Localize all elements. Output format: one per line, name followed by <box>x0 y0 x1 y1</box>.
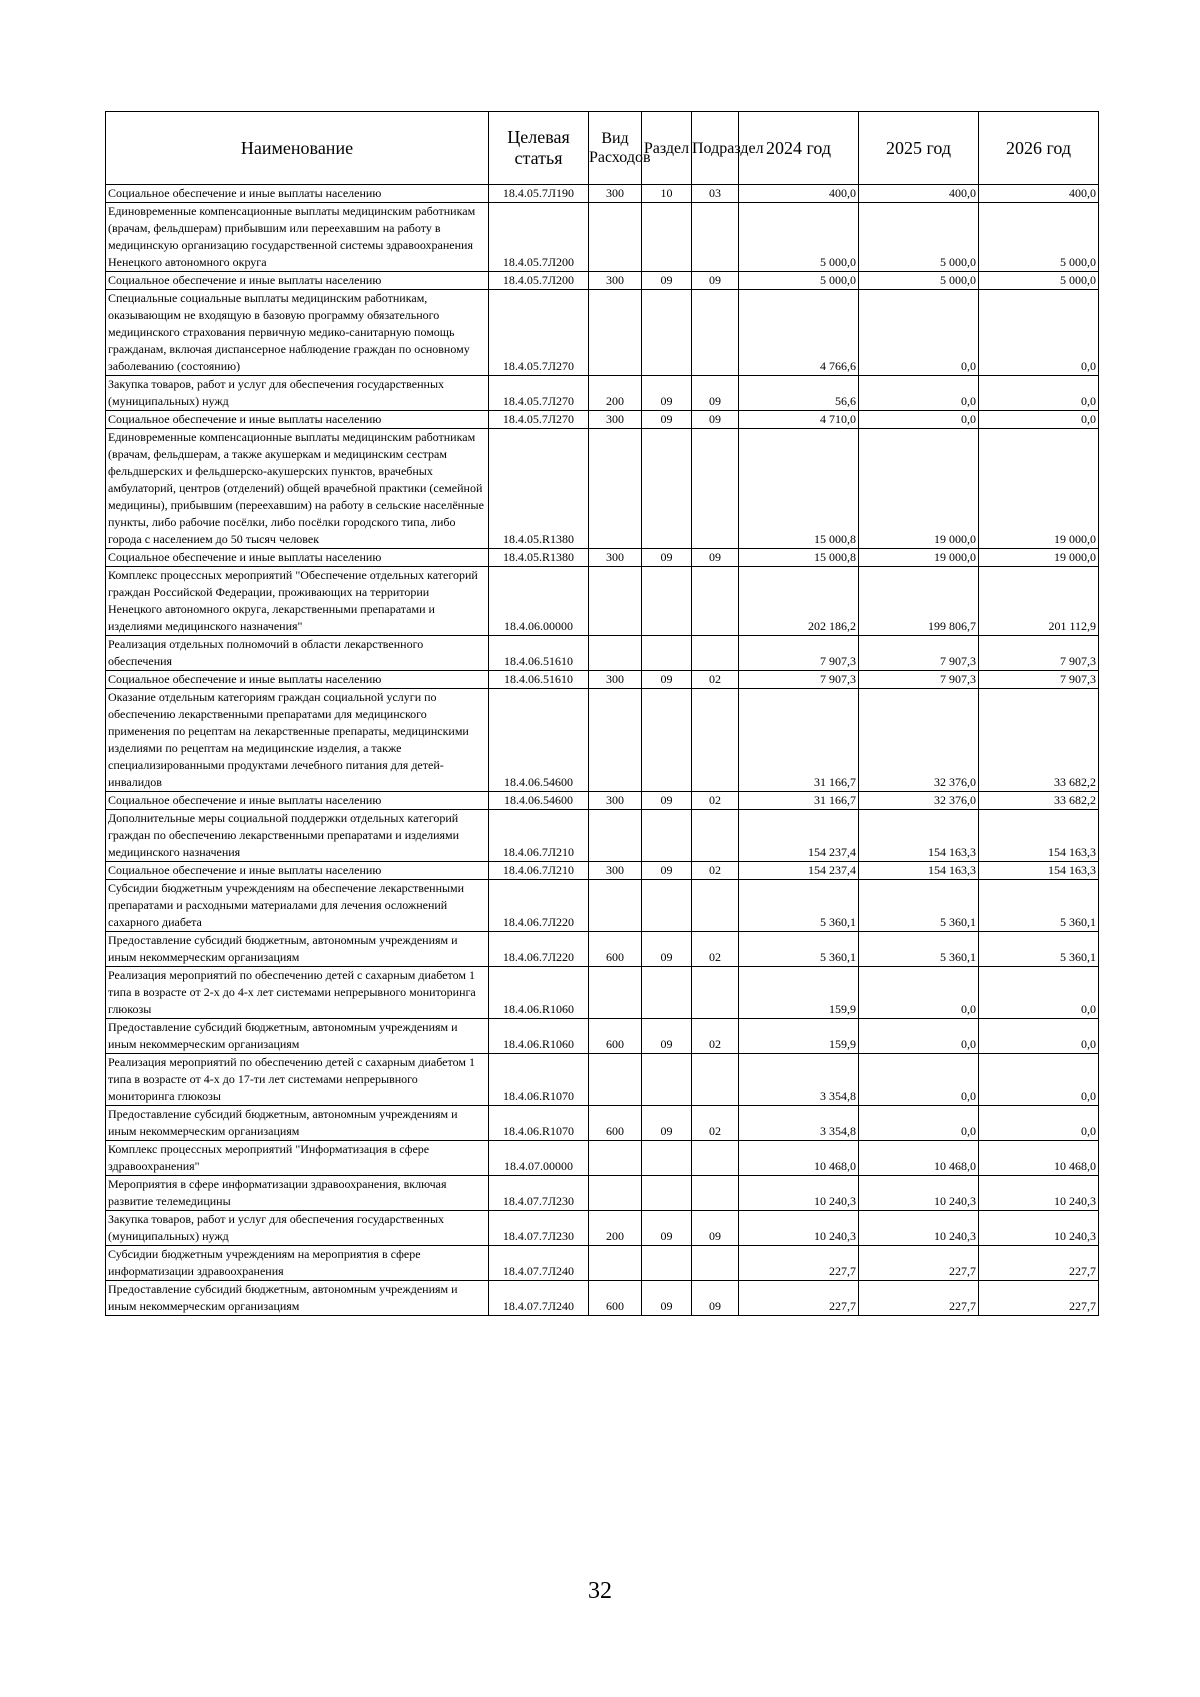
cell-name: Специальные социальные выплаты медицинским работникам, оказывающим не входящую в базовую программу обязательного медицинского страхования первичную медико-санитарную помощь гражданам, включая диспансерное наблюдение граждан по основному заболеванию (состоянию) <box>106 290 489 376</box>
cell-section <box>642 1176 692 1211</box>
cell-2024: 227,7 <box>739 1246 859 1281</box>
cell-expense-type: 300 <box>589 792 642 810</box>
cell-2025: 199 806,7 <box>859 567 979 636</box>
cell-2026: 5 000,0 <box>979 272 1099 290</box>
cell-2024: 4 710,0 <box>739 411 859 429</box>
cell-2025: 154 163,3 <box>859 810 979 862</box>
cell-2024: 4 766,6 <box>739 290 859 376</box>
cell-section <box>642 689 692 792</box>
cell-2025: 227,7 <box>859 1281 979 1316</box>
cell-subsection <box>692 290 739 376</box>
cell-subsection <box>692 1054 739 1106</box>
table-row <box>106 203 1099 272</box>
cell-expense-type: 300 <box>589 411 642 429</box>
cell-expense-type <box>589 290 642 376</box>
cell-subsection: 03 <box>692 185 739 203</box>
cell-2026: 5 360,1 <box>979 880 1099 932</box>
table-row <box>106 272 1099 290</box>
cell-name: Субсидии бюджетным учреждениям на мероприятия в сфере информатизации здравоохранения <box>106 1246 489 1281</box>
cell-subsection <box>692 810 739 862</box>
table-row <box>106 1176 1099 1211</box>
table-row <box>106 1246 1099 1281</box>
cell-section <box>642 880 692 932</box>
cell-article: 18.4.05.7Л190 <box>489 185 589 203</box>
cell-subsection <box>692 689 739 792</box>
table-row <box>106 1281 1099 1316</box>
cell-2024: 31 166,7 <box>739 792 859 810</box>
cell-subsection: 02 <box>692 862 739 880</box>
cell-section <box>642 429 692 549</box>
cell-expense-type: 300 <box>589 862 642 880</box>
cell-2025: 0,0 <box>859 967 979 1019</box>
cell-2025: 19 000,0 <box>859 429 979 549</box>
cell-2025: 0,0 <box>859 1106 979 1141</box>
cell-2025: 7 907,3 <box>859 671 979 689</box>
cell-subsection <box>692 967 739 1019</box>
cell-article: 18.4.06.51610 <box>489 636 589 671</box>
cell-2025: 10 240,3 <box>859 1211 979 1246</box>
header-expense-type: Вид Расходов <box>589 112 642 185</box>
cell-article: 18.4.06.R1070 <box>489 1106 589 1141</box>
cell-2026: 33 682,2 <box>979 792 1099 810</box>
table-row <box>106 967 1099 1019</box>
cell-name: Оказание отдельным категориям граждан социальной услуги по обеспечению лекарственными препаратами для медицинского применения по рецептам на лекарственные препараты, медицинскими изделиями по рецептам на медицинские изделия, а также специализированными продуктами лечебного питания для детей-инвалидов <box>106 689 489 792</box>
cell-expense-type: 300 <box>589 272 642 290</box>
cell-name: Единовременные компенсационные выплаты медицинским работникам (врачам, фельдшерам, а также акушеркам и медицинским сестрам фельдшерских и фельдшерско-акушерских пунктов, врачебных амбулаторий, центров (отделений) общей врачебной практики (семейной медицины), прибывшим (переехавшим) на работу в сельские населённые пункты, либо рабочие посёлки, либо посёлки городского типа, либо города с населением до 50 тысяч человек <box>106 429 489 549</box>
cell-2025: 10 240,3 <box>859 1176 979 1211</box>
table-row <box>106 1019 1099 1054</box>
cell-name: Комплекс процессных мероприятий "Обеспечение отдельных категорий граждан Российской Федерации, проживающих на территории Ненецкого автономного округа, лекарственными препаратами и изделиями медицинского назначения" <box>106 567 489 636</box>
cell-2025: 0,0 <box>859 1054 979 1106</box>
cell-article: 18.4.05.R1380 <box>489 549 589 567</box>
cell-article: 18.4.07.00000 <box>489 1141 589 1176</box>
cell-name: Социальное обеспечение и иные выплаты населению <box>106 671 489 689</box>
cell-article: 18.4.05.7Л270 <box>489 290 589 376</box>
cell-article: 18.4.06.R1060 <box>489 1019 589 1054</box>
cell-name: Предоставление субсидий бюджетным, автономным учреждениям и иным некоммерческим организациям <box>106 932 489 967</box>
cell-2026: 400,0 <box>979 185 1099 203</box>
cell-2024: 3 354,8 <box>739 1106 859 1141</box>
cell-2024: 7 907,3 <box>739 671 859 689</box>
cell-article: 18.4.05.7Л200 <box>489 203 589 272</box>
cell-2026: 10 240,3 <box>979 1176 1099 1211</box>
table-row <box>106 1106 1099 1141</box>
cell-2026: 0,0 <box>979 376 1099 411</box>
cell-name: Реализация мероприятий по обеспечению детей с сахарным диабетом 1 типа в возрасте от 4-х до 17-ти лет системами непрерывного мониторинга глюкозы <box>106 1054 489 1106</box>
cell-expense-type: 200 <box>589 376 642 411</box>
cell-2026: 10 240,3 <box>979 1211 1099 1246</box>
cell-subsection <box>692 567 739 636</box>
cell-name: Дополнительные меры социальной поддержки отдельных категорий граждан по обеспечению лекарственными препаратами и изделиями медицинского назначения <box>106 810 489 862</box>
cell-2026: 5 360,1 <box>979 932 1099 967</box>
table-row <box>106 1141 1099 1176</box>
cell-article: 18.4.06.51610 <box>489 671 589 689</box>
cell-2026: 5 000,0 <box>979 203 1099 272</box>
cell-section: 09 <box>642 376 692 411</box>
cell-expense-type: 600 <box>589 1281 642 1316</box>
cell-section <box>642 967 692 1019</box>
cell-subsection: 02 <box>692 792 739 810</box>
cell-2026: 227,7 <box>979 1246 1099 1281</box>
cell-expense-type <box>589 967 642 1019</box>
cell-section: 09 <box>642 671 692 689</box>
cell-article: 18.4.07.7Л230 <box>489 1176 589 1211</box>
cell-article: 18.4.05.R1380 <box>489 429 589 549</box>
cell-2024: 202 186,2 <box>739 567 859 636</box>
cell-expense-type: 200 <box>589 1211 642 1246</box>
cell-2025: 0,0 <box>859 411 979 429</box>
cell-section: 09 <box>642 792 692 810</box>
cell-section: 10 <box>642 185 692 203</box>
cell-section: 09 <box>642 549 692 567</box>
cell-2025: 19 000,0 <box>859 549 979 567</box>
cell-article: 18.4.06.7Л210 <box>489 810 589 862</box>
cell-name: Реализация мероприятий по обеспечению детей с сахарным диабетом 1 типа в возрасте от 2-х до 4-х лет системами непрерывного мониторинга глюкозы <box>106 967 489 1019</box>
cell-2025: 400,0 <box>859 185 979 203</box>
cell-subsection <box>692 880 739 932</box>
header-article: Целевая статья <box>489 112 589 185</box>
cell-article: 18.4.06.00000 <box>489 567 589 636</box>
cell-subsection: 09 <box>692 1211 739 1246</box>
cell-2026: 0,0 <box>979 1054 1099 1106</box>
table-row <box>106 567 1099 636</box>
cell-2024: 15 000,8 <box>739 429 859 549</box>
cell-section <box>642 636 692 671</box>
cell-section <box>642 567 692 636</box>
cell-subsection: 09 <box>692 411 739 429</box>
cell-2025: 154 163,3 <box>859 862 979 880</box>
table-row <box>106 429 1099 549</box>
cell-section <box>642 1246 692 1281</box>
cell-name: Субсидии бюджетным учреждениям на обеспечение лекарственными препаратами и расходными материалами для лечения осложнений сахарного диабета <box>106 880 489 932</box>
cell-2024: 400,0 <box>739 185 859 203</box>
cell-expense-type <box>589 1176 642 1211</box>
table-row <box>106 185 1099 203</box>
header-2024: 2024 год <box>739 112 859 185</box>
cell-section: 09 <box>642 1281 692 1316</box>
cell-name: Социальное обеспечение и иные выплаты населению <box>106 792 489 810</box>
cell-2024: 56,6 <box>739 376 859 411</box>
cell-2024: 7 907,3 <box>739 636 859 671</box>
table-row <box>106 636 1099 671</box>
cell-expense-type: 300 <box>589 185 642 203</box>
cell-2026: 0,0 <box>979 967 1099 1019</box>
cell-2025: 5 360,1 <box>859 932 979 967</box>
cell-2026: 0,0 <box>979 411 1099 429</box>
header-section: Раздел <box>642 112 692 185</box>
cell-subsection <box>692 429 739 549</box>
cell-expense-type <box>589 1054 642 1106</box>
cell-expense-type <box>589 810 642 862</box>
header-name: Наименование <box>106 112 489 185</box>
cell-2025: 5 000,0 <box>859 272 979 290</box>
page-number: 32 <box>588 1578 612 1604</box>
cell-section: 09 <box>642 1106 692 1141</box>
header-2025: 2025 год <box>859 112 979 185</box>
cell-2026: 201 112,9 <box>979 567 1099 636</box>
cell-article: 18.4.05.7Л270 <box>489 411 589 429</box>
cell-section <box>642 290 692 376</box>
cell-subsection: 02 <box>692 932 739 967</box>
cell-expense-type <box>589 880 642 932</box>
cell-article: 18.4.07.7Л240 <box>489 1246 589 1281</box>
cell-expense-type <box>589 1141 642 1176</box>
cell-2024: 3 354,8 <box>739 1054 859 1106</box>
cell-article: 18.4.05.7Л270 <box>489 376 589 411</box>
table-row <box>106 862 1099 880</box>
table-row <box>106 689 1099 792</box>
cell-2024: 159,9 <box>739 1019 859 1054</box>
cell-2024: 5 360,1 <box>739 880 859 932</box>
cell-section: 09 <box>642 272 692 290</box>
cell-2024: 10 240,3 <box>739 1211 859 1246</box>
cell-expense-type <box>589 1246 642 1281</box>
cell-expense-type: 600 <box>589 932 642 967</box>
cell-article: 18.4.05.7Л200 <box>489 272 589 290</box>
cell-2024: 159,9 <box>739 967 859 1019</box>
cell-name: Мероприятия в сфере информатизации здравоохранения, включая развитие телемедицины <box>106 1176 489 1211</box>
cell-name: Предоставление субсидий бюджетным, автономным учреждениям и иным некоммерческим организациям <box>106 1106 489 1141</box>
cell-2024: 5 000,0 <box>739 272 859 290</box>
cell-section <box>642 810 692 862</box>
cell-article: 18.4.06.54600 <box>489 689 589 792</box>
cell-2025: 32 376,0 <box>859 689 979 792</box>
header-subsection: Подраздел <box>692 112 739 185</box>
cell-2024: 15 000,8 <box>739 549 859 567</box>
cell-2024: 10 468,0 <box>739 1141 859 1176</box>
cell-subsection: 09 <box>692 376 739 411</box>
cell-name: Закупка товаров, работ и услуг для обеспечения государственных (муниципальных) нужд <box>106 376 489 411</box>
cell-section <box>642 1054 692 1106</box>
cell-article: 18.4.06.7Л220 <box>489 880 589 932</box>
cell-2024: 31 166,7 <box>739 689 859 792</box>
cell-expense-type <box>589 636 642 671</box>
table-row <box>106 792 1099 810</box>
cell-article: 18.4.06.54600 <box>489 792 589 810</box>
cell-name: Предоставление субсидий бюджетным, автономным учреждениям и иным некоммерческим организациям <box>106 1019 489 1054</box>
cell-2025: 5 000,0 <box>859 203 979 272</box>
cell-name: Комплекс процессных мероприятий "Информатизация в сфере здравоохранения" <box>106 1141 489 1176</box>
cell-2026: 33 682,2 <box>979 689 1099 792</box>
cell-article: 18.4.07.7Л230 <box>489 1211 589 1246</box>
cell-2025: 7 907,3 <box>859 636 979 671</box>
cell-2025: 5 360,1 <box>859 880 979 932</box>
cell-2026: 7 907,3 <box>979 636 1099 671</box>
cell-subsection <box>692 1141 739 1176</box>
cell-2025: 0,0 <box>859 376 979 411</box>
cell-2026: 19 000,0 <box>979 429 1099 549</box>
table-row <box>106 376 1099 411</box>
cell-expense-type: 300 <box>589 671 642 689</box>
table-row <box>106 1211 1099 1246</box>
cell-subsection <box>692 203 739 272</box>
cell-name: Социальное обеспечение и иные выплаты населению <box>106 185 489 203</box>
cell-2026: 19 000,0 <box>979 549 1099 567</box>
table-row <box>106 671 1099 689</box>
cell-subsection <box>692 1176 739 1211</box>
cell-section: 09 <box>642 1019 692 1054</box>
budget-table <box>105 111 1099 1316</box>
cell-name: Закупка товаров, работ и услуг для обеспечения государственных (муниципальных) нужд <box>106 1211 489 1246</box>
cell-2025: 32 376,0 <box>859 792 979 810</box>
cell-article: 18.4.06.7Л220 <box>489 932 589 967</box>
cell-expense-type <box>589 429 642 549</box>
cell-subsection: 02 <box>692 671 739 689</box>
cell-2024: 154 237,4 <box>739 810 859 862</box>
cell-expense-type: 600 <box>589 1106 642 1141</box>
cell-article: 18.4.07.7Л240 <box>489 1281 589 1316</box>
cell-2026: 10 468,0 <box>979 1141 1099 1176</box>
cell-name: Единовременные компенсационные выплаты медицинским работникам (врачам, фельдшерам) прибывшим или переехавшим на работу в медицинскую организацию государственной системы здравоохранения Ненецкого автономного округа <box>106 203 489 272</box>
table-row <box>106 549 1099 567</box>
cell-expense-type <box>589 203 642 272</box>
cell-article: 18.4.06.7Л210 <box>489 862 589 880</box>
cell-2026: 0,0 <box>979 1019 1099 1054</box>
cell-section: 09 <box>642 1211 692 1246</box>
table-row <box>106 290 1099 376</box>
cell-2024: 10 240,3 <box>739 1176 859 1211</box>
cell-section: 09 <box>642 932 692 967</box>
cell-2025: 0,0 <box>859 1019 979 1054</box>
table-body <box>106 185 1099 1316</box>
cell-subsection: 09 <box>692 272 739 290</box>
cell-expense-type <box>589 567 642 636</box>
cell-subsection: 02 <box>692 1106 739 1141</box>
cell-expense-type: 600 <box>589 1019 642 1054</box>
cell-subsection: 09 <box>692 1281 739 1316</box>
cell-2024: 227,7 <box>739 1281 859 1316</box>
cell-expense-type <box>589 689 642 792</box>
cell-subsection <box>692 1246 739 1281</box>
cell-2026: 7 907,3 <box>979 671 1099 689</box>
cell-2026: 0,0 <box>979 290 1099 376</box>
table-row <box>106 932 1099 967</box>
table-header-row <box>106 112 1099 185</box>
cell-article: 18.4.06.R1070 <box>489 1054 589 1106</box>
header-2026: 2026 год <box>979 112 1099 185</box>
cell-2026: 154 163,3 <box>979 810 1099 862</box>
cell-section <box>642 203 692 272</box>
cell-2026: 0,0 <box>979 1106 1099 1141</box>
cell-section: 09 <box>642 411 692 429</box>
cell-2024: 5 360,1 <box>739 932 859 967</box>
cell-name: Социальное обеспечение и иные выплаты населению <box>106 411 489 429</box>
cell-name: Социальное обеспечение и иные выплаты населению <box>106 272 489 290</box>
table-row <box>106 411 1099 429</box>
cell-name: Реализация отдельных полномочий в области лекарственного обеспечения <box>106 636 489 671</box>
cell-expense-type: 300 <box>589 549 642 567</box>
cell-name: Социальное обеспечение и иные выплаты населению <box>106 549 489 567</box>
cell-subsection <box>692 636 739 671</box>
cell-2026: 227,7 <box>979 1281 1099 1316</box>
cell-section: 09 <box>642 862 692 880</box>
cell-article: 18.4.06.R1060 <box>489 967 589 1019</box>
cell-2025: 0,0 <box>859 290 979 376</box>
cell-2025: 227,7 <box>859 1246 979 1281</box>
table-row <box>106 1054 1099 1106</box>
cell-2024: 5 000,0 <box>739 203 859 272</box>
cell-section <box>642 1141 692 1176</box>
cell-2024: 154 237,4 <box>739 862 859 880</box>
cell-name: Предоставление субсидий бюджетным, автономным учреждениям и иным некоммерческим организациям <box>106 1281 489 1316</box>
cell-subsection: 02 <box>692 1019 739 1054</box>
table-row <box>106 880 1099 932</box>
cell-subsection: 09 <box>692 549 739 567</box>
cell-name: Социальное обеспечение и иные выплаты населению <box>106 862 489 880</box>
cell-2026: 154 163,3 <box>979 862 1099 880</box>
cell-2025: 10 468,0 <box>859 1141 979 1176</box>
table-row <box>106 810 1099 862</box>
